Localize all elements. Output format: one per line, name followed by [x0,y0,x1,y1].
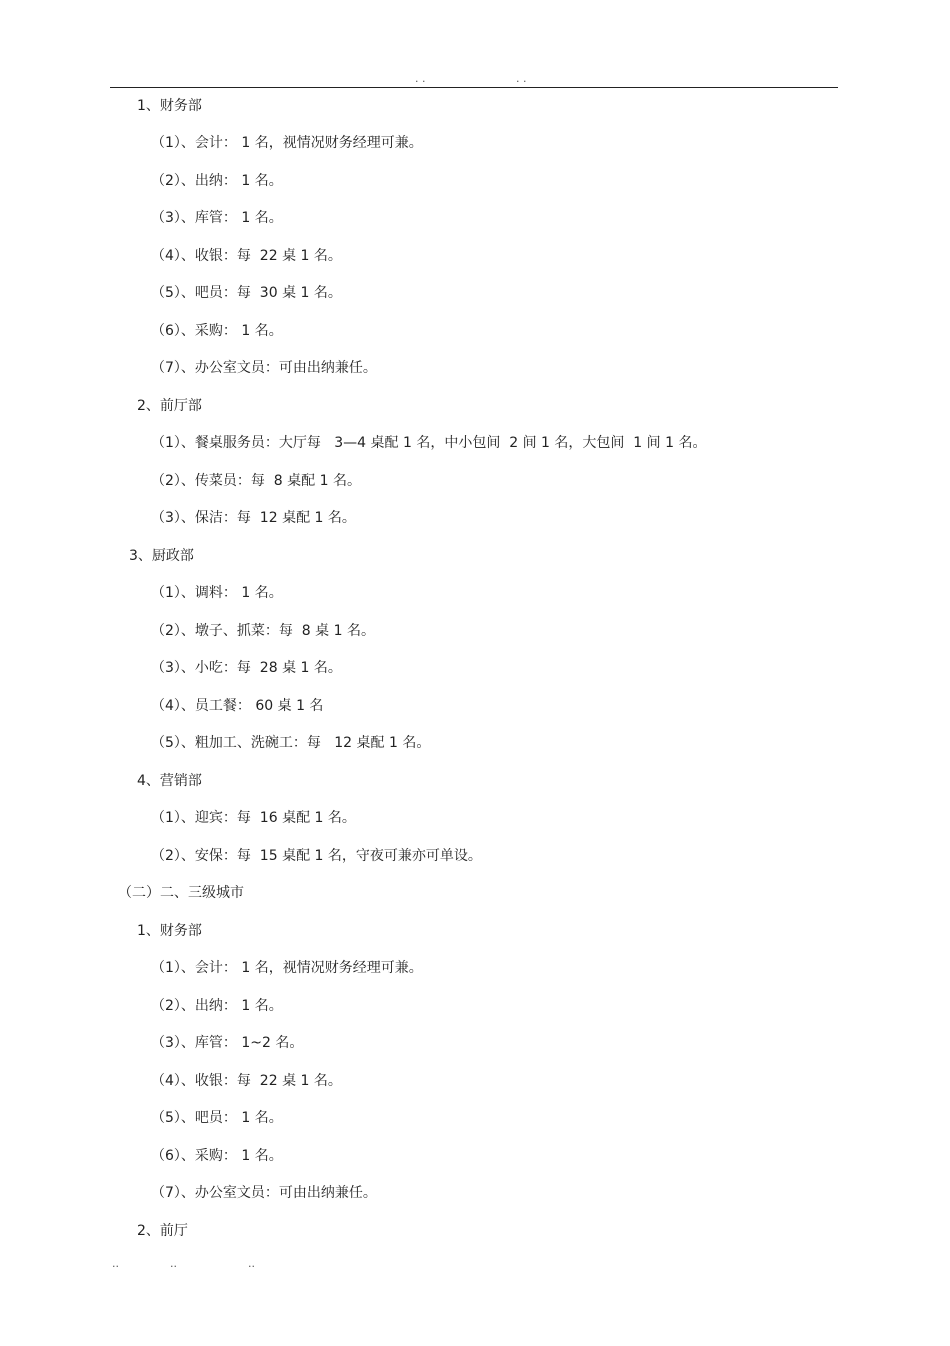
header-dot-group: . . [516,72,527,85]
header-rule [110,87,838,88]
list-item: （5）、粗加工、洗碗工：每 12 桌配 1 名。 [151,735,431,751]
list-item: （3）、库管： 1~2 名。 [151,1035,304,1051]
list-item: （6）、采购： 1 名。 [151,323,283,339]
section-heading: 1、财务部 [137,923,202,939]
list-item: （2）、墩子、抓菜：每 8 桌 1 名。 [151,623,375,639]
list-item: （2）、出纳： 1 名。 [151,998,283,1014]
list-item: （1）、迎宾：每 16 桌配 1 名。 [151,810,356,826]
list-item: （3）、保洁：每 12 桌配 1 名。 [151,510,356,526]
list-item: （3）、库管： 1 名。 [151,210,283,226]
page-header-dots [0,72,950,86]
section-heading: 2、前厅部 [137,398,202,414]
section-heading: （二）二、三级城市 [118,885,244,901]
list-item: （4）、收银：每 22 桌 1 名。 [151,248,342,264]
list-item: （2）、安保：每 15 桌配 1 名，守夜可兼亦可单设。 [151,848,482,864]
list-item: （3）、小吃：每 28 桌 1 名。 [151,660,342,676]
list-item: （7）、办公室文员：可由出纳兼任。 [151,360,377,376]
list-item: （1）、会计： 1 名，视情况财务经理可兼。 [151,135,423,151]
list-item: （6）、采购： 1 名。 [151,1148,283,1164]
header-dot-group: . . [415,72,426,85]
section-heading: 4、营销部 [137,773,202,789]
footer-dots: .. [170,1257,177,1270]
list-item: （1）、会计： 1 名，视情况财务经理可兼。 [151,960,423,976]
list-item: （5）、吧员：每 30 桌 1 名。 [151,285,342,301]
section-heading: 3、厨政部 [129,548,194,564]
footer-dots: .. [112,1257,119,1270]
list-item: （4）、员工餐： 60 桌 1 名 [151,698,324,714]
list-item: （1）、餐桌服务员：大厅每 3—4 桌配 1 名，中小包间 2 间 1 名，大包间 1 间 1 名。 [151,435,707,451]
list-item: （5）、吧员： 1 名。 [151,1110,283,1126]
section-heading: 1、财务部 [137,98,202,114]
list-item: （1）、调料： 1 名。 [151,585,283,601]
list-item: （7）、办公室文员：可由出纳兼任。 [151,1185,377,1201]
list-item: （2）、传菜员：每 8 桌配 1 名。 [151,473,361,489]
footer-dots: .. [248,1257,255,1270]
section-heading: 2、前厅 [137,1223,188,1239]
list-item: （4）、收银：每 22 桌 1 名。 [151,1073,342,1089]
list-item: （2）、出纳： 1 名。 [151,173,283,189]
